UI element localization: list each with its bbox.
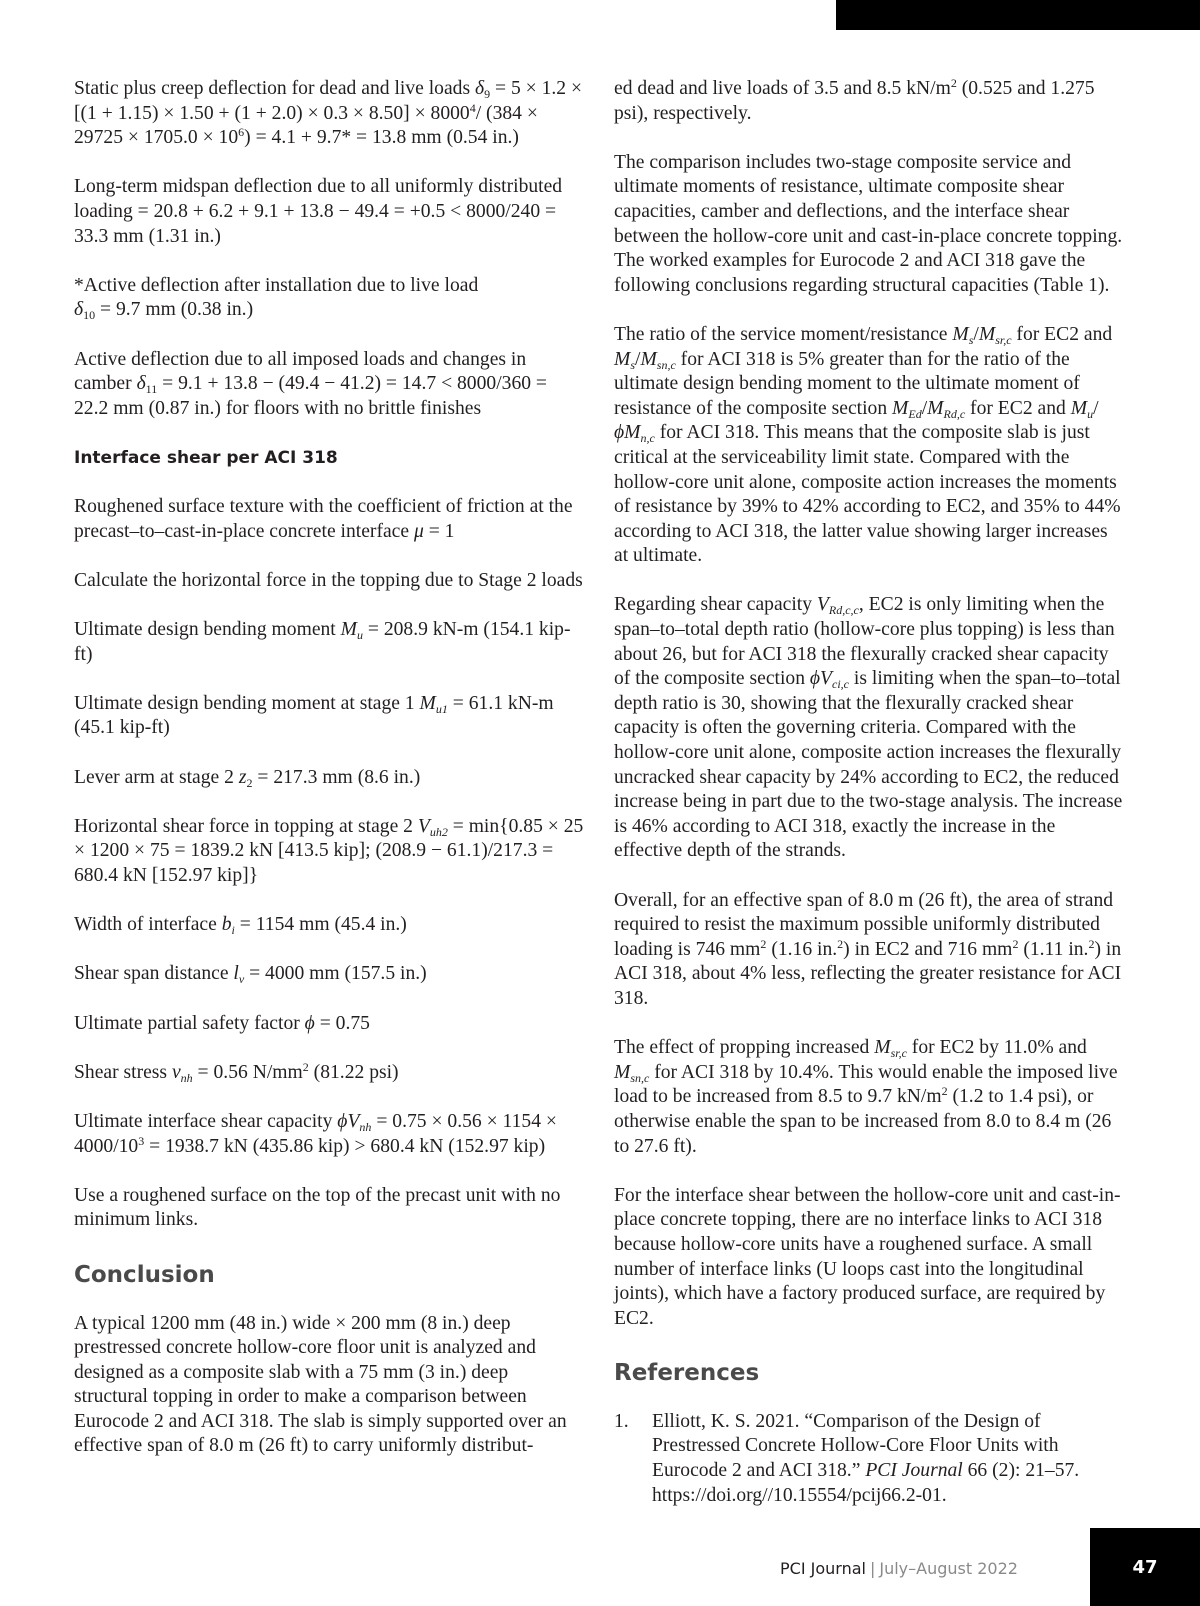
shear-capacity-paragraph: Regarding shear capacity $V_{Rd,c,c}$, EC2 is only limiting when the span–to–total depth ratio (hollow-core plus topping) is less than about 26, but for ACI 318 the flexurally cracked shear capacity of the composite section $\phi V_{ci,c}$ is limiting when the span–to–total depth ratio is 30, showing that the flexurally cracked shear capacity is often the governing criteria. Compared with the hollow-core unit alone, composite action increases the flexurally uncracked shear capacity by 24% according to EC2, the reduced increase being in part due to the two-stage analysis. The increase is 46% according to ACI 318, exactly the increase in the effective depth of the strands. bbox=[614, 594, 1123, 862]
ultimate-moment-stage1-paragraph: Ultimate design bending moment at stage 1 $M_{u1} = 61.1$ kN-m (45.1 kip-ft) bbox=[74, 692, 554, 739]
left-column bbox=[74, 77, 586, 1484]
page-number-box bbox=[1090, 1528, 1200, 1606]
reference-number: 1. bbox=[614, 1410, 629, 1432]
horizontal-shear-force-paragraph: Horizontal shear force in topping at stage 2 $V_{uh2} = \min\{0.85 \times 25 \times 1200 \times 75 = 1839.2$ kN [413.5 kip]; (208.9 − 61.1)/217.3 = 680.4 kN [152.97 kip]} bbox=[74, 815, 584, 886]
interface-shear-conclusion-paragraph: For the interface shear between the hollow-core unit and cast-in-place concrete topping, there are no interface links to ACI 318 because hollow-core units have a roughened surface. A small number of interface links (U loops cast into the longitudinal joints), which have a factory produced surface, are required by EC2. bbox=[614, 1184, 1121, 1329]
shear-stress-paragraph: Shear stress $v_{nh} = 0.56$ $N/mm^2$ (81.22 psi) bbox=[74, 1059, 399, 1085]
long-term-deflection-paragraph: Long-term midspan deflection due to all uniformly distributed loading = 20.8 + 6.2 + 9.1 + 13.8 − 49.4 = +0.5 < 8000/240 = 33.3 mm (1.31 in.) bbox=[74, 176, 563, 247]
footer-issue-date: July–August 2022 bbox=[879, 1559, 1018, 1578]
footer-separator: | bbox=[869, 1559, 876, 1578]
roughened-surface-recommendation: Use a roughened surface on the top of the precast unit with no minimum links. bbox=[74, 1184, 561, 1231]
conclusion-heading: Conclusion bbox=[74, 1261, 215, 1288]
propping-effect-paragraph: The effect of propping increased $M_{sr,c}$ for EC2 by 11.0% and $M_{sn,c}$ for ACI 318 by 10.4%. This would enable the imposed live load to be increased from 8.5 to 9.7 $kN/m^2$ (1.2 to 1.4 psi), or otherwise enable the span to be increased from 8.0 to 8.4 m (26 to 27.6 ft). bbox=[614, 1037, 1118, 1157]
comparison-paragraph: The comparison includes two-stage composite service and ultimate moments of resistance, ultimate composite shear capacities, camber and deflections, and the interface shear between the hollow-core unit and cast-in-place concrete topping. The worked examples for Eurocode 2 and ACI 318 gave the following conclusions regarding structural capacities (Table 1). bbox=[614, 151, 1123, 296]
references-heading: References bbox=[614, 1359, 760, 1386]
interface-width-paragraph: Width of interface $b_i = 1154$ mm (45.4 in.) bbox=[74, 914, 407, 938]
strand-area-paragraph: Overall, for an effective span of 8.0 m (26 ft), the area of strand required to resist the maximum possible uniformly distributed loading is 746 $mm^2$ (1.16 in.$^2$) in EC2 and 716 $mm^2$ (1.11 in.$^2$) in ACI 318, about 4% less, reflecting the greater resistance for ACI 318. bbox=[614, 889, 1122, 1009]
right-column bbox=[614, 77, 1126, 1508]
roughened-surface-paragraph: Roughened surface texture with the coefficient of friction at the precast–to–cast-in-place concrete interface μ = 1 bbox=[74, 496, 573, 542]
conclusion-paragraph: A typical 1200 mm (48 in.) wide × 200 mm (8 in.) deep prestressed concrete hollow-core floor unit is analyzed and designed as a composite slab with a 75 mm (3 in.) deep structural topping in order to make a comparison between Eurocode 2 and ACI 318. The slab is simply supported over an effective span of 8.0 m (26 ft) to carry uniformly distribut- bbox=[74, 1312, 567, 1457]
lever-arm-paragraph: Lever arm at stage 2 $z_2 = 217.3$ mm (8.6 in.) bbox=[74, 766, 421, 790]
static-creep-deflection-paragraph: Static plus creep deflection for dead and live loads $\delta_9 = 5 \times 1.2 \times [(1 + 1.15) \times 1.50 + (1 + 2.0) \times 0.3 \times 8.50] \times 8000^4/$ $(384 \times 29725 \times 1705.0 \times 10^6) = 4.1 + 9.7* = 13.8$ mm (0.54 in.) bbox=[74, 78, 583, 149]
active-deflection-imposed-paragraph: Active deflection due to all imposed loads and changes in camber $\delta_{11} = 9.1 + 13.8 - (49.4 - 41.2) = 14.7 < 8000/360 = 22.2$ mm (0.87 in.) for floors with no brittle finishes bbox=[74, 348, 547, 419]
horizontal-force-paragraph: Calculate the horizontal force in the topping due to Stage 2 loads bbox=[74, 569, 583, 591]
loads-continuation-paragraph: ed dead and live loads of 3.5 and 8.5 $kN/m^2$ (0.525 and 1.275 psi), respectively. bbox=[614, 76, 1095, 124]
header-black-bar bbox=[836, 0, 1200, 30]
reference-text: Elliott, K. S. 2021. “Comparison of the Design of Prestressed Concrete Hollow-Core Floor Units with Eurocode 2 and ACI 318.” PCI Journal 66 (2): 21–57. https://doi.org//10.15554/pcij66.2-01. bbox=[652, 1410, 1080, 1506]
footer-journal-info bbox=[780, 1559, 1070, 1578]
reference-item bbox=[614, 1410, 1126, 1508]
footer-journal-name: PCI Journal bbox=[780, 1559, 866, 1578]
shear-span-paragraph: Shear span distance $l_v = 4000$ mm (157.5 in.) bbox=[74, 963, 427, 987]
interface-shear-capacity-paragraph: Ultimate interface shear capacity $\phi V_{nh} = 0.75 \times 0.56 \times 1154 \times 4000/10^3 = 1938.7$ kN (435.86 kip) > 680.4 kN (152.97 kip) bbox=[74, 1110, 557, 1157]
moment-ratio-paragraph: The ratio of the service moment/resistance $M_s/M_{sr,c}$ for EC2 and $M_s/M_{sn,c}$ for ACI 318 is 5% greater than for the ratio of the ultimate design bending moment to the ultimate moment of resistance of the composite section $M_{Ed}/M_{Rd,c}$ for EC2 and $M_u/\phi M_{n,c}$ for ACI 318. This means that the composite slab is just critical at the serviceability limit state. Compared with the hollow-core unit alone, composite action increases the moments of resistance by 39% to 42% according to EC2, and 35% to 44% according to ACI 318, the latter value showing larger increases at ultimate. bbox=[614, 323, 1121, 567]
safety-factor-paragraph: Ultimate partial safety factor ϕ = 0.75 bbox=[74, 1012, 370, 1034]
active-deflection-live-paragraph: *Active deflection after installation due to live load $\delta_{10} = 9.7$ mm (0.38 in.) bbox=[74, 274, 479, 323]
interface-shear-subheading: Interface shear per ACI 318 bbox=[74, 447, 338, 468]
page-number: 47 bbox=[1132, 1556, 1158, 1578]
ultimate-moment-paragraph: Ultimate design bending moment $M_u = 208.9$ kN-m (154.1 kip-ft) bbox=[74, 619, 571, 665]
